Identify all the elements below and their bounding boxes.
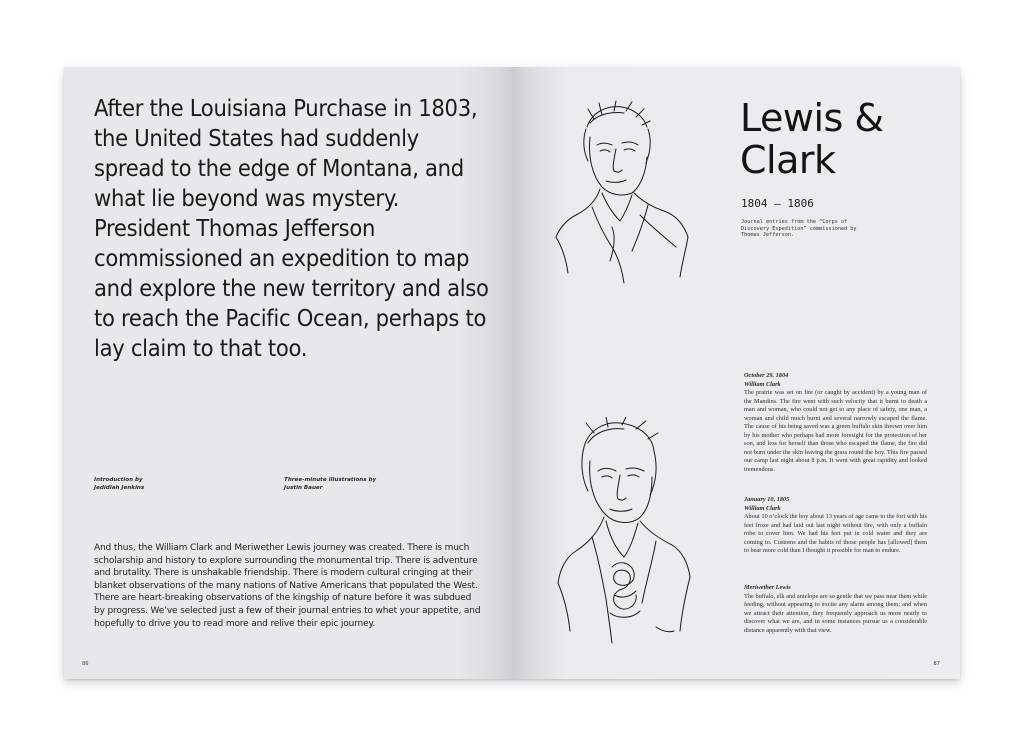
entry-author: William Clark xyxy=(744,380,781,388)
body-paragraph: And thus, the William Clark and Meriwether Lewis journey was created. There is much scholarship and history to explore surrounding the monumental trip. There is adventure and brutality. There is unshakable friendship. There is modern cultural cringing at their blanket observations of the many nations of Native Americans that populated the West. There are heart-breaking observations of the kingship of nature before it was subdued by progress. We’ve selected just a few of their journal entries to whet your appetite, and hopefully to drive you to read more and relive their epic journey. xyxy=(94,543,481,629)
credit-illus-name: Justin Bauer xyxy=(284,485,323,491)
title-line-2: Clark xyxy=(740,138,836,182)
entry-text: The buffalo, elk and antelope are so gentle that we pass near them while feeding, without appearing to excite any alarm among them; and when we attract their attention, they frequently approach us more nearly to discover what we are, and in some instances pursue us a considerable distance apparently with that view. xyxy=(744,592,927,634)
entry-date: January 10, 1805 xyxy=(744,496,790,503)
magazine-spread xyxy=(64,67,960,679)
credit-introduction xyxy=(94,476,144,492)
intro-paragraph: After the Louisiana Purchase in 1803, the United States had suddenly spread to the edge of Montana, and what lie beyond was mystery. President Thomas Jefferson commissioned an expedition to map and explore the new territory and also to reach the Pacific Ocean, perhaps to lay claim to that too. xyxy=(94,94,489,362)
journal-entry-3 xyxy=(744,584,927,635)
credit-intro-label: Introduction by xyxy=(94,477,143,483)
entry-text: The prairie was set on fire (or caught by accident) by a young man of the Mandins. The fire went with such velocity that it burnt to death a man and woman, who could not get to any place of safety, one man, a woman and child much burnt and several narrowly escaped the flame. The cause of his being saved was a green buffalo skin thrown over him by his mother who perhaps had more foresight for the protection of her son, and less for herself than those who escaped the flame, the fire did not burn under the skin leaving the grass round the boy. This fire passed our camp last night about 8 p.m. It went with great rapidity and looked tremendous. xyxy=(744,389,927,473)
left-page xyxy=(64,67,512,679)
title-caption: Journal entries from the “Corps of Discovery Expedition” commissioned by Thomas Jefferson. xyxy=(741,219,857,238)
portrait-sketch-clark xyxy=(554,417,694,647)
journal-entry-2 xyxy=(744,496,927,556)
credit-illustrations xyxy=(284,476,376,492)
entry-author: Meriwether Lewis xyxy=(744,584,791,591)
title-line-1: Lewis & xyxy=(740,96,884,140)
right-page xyxy=(512,67,960,679)
entry-text: About 10 o’clock the boy about 13 years of age came to the fort with his feet froze and had laid out last night without fire, with only a buffalo robe to cover him. We had his feet put in cold water and they are coming to. Customs and the habits of those people has [allowed] them to bear more cold than I thought it possible for man to endure. xyxy=(744,513,927,554)
page-number-right: 87 xyxy=(933,661,940,667)
title xyxy=(740,97,940,181)
entry-date: October 29, 1804 xyxy=(744,372,789,379)
portrait-sketch-lewis xyxy=(552,97,692,287)
journal-entry-1 xyxy=(744,372,927,474)
years: 1804 – 1806 xyxy=(741,197,814,210)
credit-illus-label: Three-minute illustrations by xyxy=(284,477,377,483)
credit-intro-name: Jedidiah Jenkins xyxy=(94,485,145,491)
page-number-left: 86 xyxy=(82,661,89,667)
entry-author: William Clark xyxy=(744,504,781,512)
